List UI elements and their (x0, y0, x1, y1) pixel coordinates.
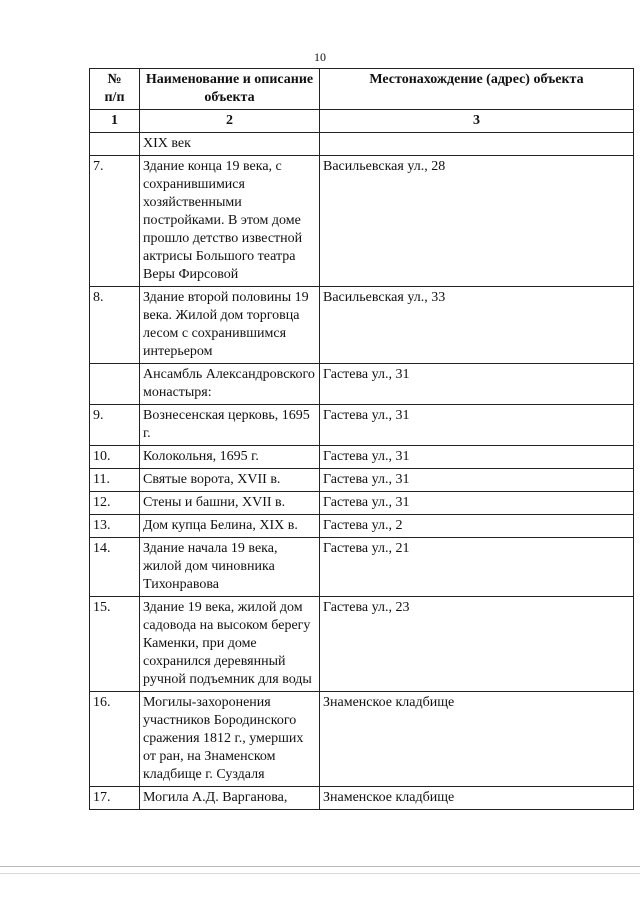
row-number: 7. (90, 156, 140, 287)
row-number: 15. (90, 597, 140, 692)
object-name: Здание второй половины 19 века. Жилой дом торговца лесом с сохранившимся интерьером (140, 287, 320, 364)
header-name-line1: Наименование и описание (145, 72, 314, 87)
object-address: Гастева ул., 31 (320, 446, 634, 469)
row-number (90, 133, 140, 156)
column-number-1: 1 (90, 110, 140, 133)
object-name: Здание начала 19 века, жилой дом чиновника Тихонравова (140, 538, 320, 597)
table-row (90, 597, 634, 692)
object-address: Знаменское кладбище (320, 787, 634, 810)
object-address: Гастева ул., 2 (320, 515, 634, 538)
column-number-row (90, 110, 634, 133)
row-number: 16. (90, 692, 140, 787)
object-name: Могила А.Д. Варганова, (140, 787, 320, 810)
row-number: 10. (90, 446, 140, 469)
object-name: Колокольня, 1695 г. (140, 446, 320, 469)
row-number: 17. (90, 787, 140, 810)
table-row (90, 364, 634, 405)
table-row (90, 492, 634, 515)
object-name: Могилы-захоронения участников Бородинского сражения 1812 г., умерших от ран, на Знаменском кладбище г. Суздаля (140, 692, 320, 787)
table-row (90, 538, 634, 597)
table-row (90, 515, 634, 538)
header-num (90, 69, 140, 110)
monuments-table (89, 68, 634, 810)
header-num-line1: № (107, 72, 122, 87)
table-row (90, 287, 634, 364)
object-name: Дом купца Белина, XIX в. (140, 515, 320, 538)
object-address: Знаменское кладбище (320, 692, 634, 787)
table-header-row (90, 69, 634, 110)
row-number: 14. (90, 538, 140, 597)
object-address: Гастева ул., 21 (320, 538, 634, 597)
row-number (90, 364, 140, 405)
object-name: XIX век (140, 133, 320, 156)
header-name (140, 69, 320, 110)
object-address: Васильевская ул., 33 (320, 287, 634, 364)
table-row (90, 133, 634, 156)
object-name: Стены и башни, XVII в. (140, 492, 320, 515)
table-row (90, 405, 634, 446)
row-number: 9. (90, 405, 140, 446)
object-address: Гастева ул., 31 (320, 364, 634, 405)
object-address: Гастева ул., 31 (320, 492, 634, 515)
header-num-line2: п/п (104, 90, 125, 105)
row-number: 13. (90, 515, 140, 538)
object-name: Ансамбль Александровского монастыря: (140, 364, 320, 405)
object-address: Гастева ул., 31 (320, 469, 634, 492)
object-address (320, 133, 634, 156)
object-name: Святые ворота, XVII в. (140, 469, 320, 492)
table-row (90, 469, 634, 492)
scan-artifact-line (0, 866, 640, 867)
object-name: Вознесенская церковь, 1695 г. (140, 405, 320, 446)
column-number-3: 3 (320, 110, 634, 133)
table-row (90, 156, 634, 287)
column-number-2: 2 (140, 110, 320, 133)
row-number: 12. (90, 492, 140, 515)
page-number: 10 (314, 50, 326, 64)
object-name: Здание конца 19 века, с сохранившимися хозяйственными постройками. В этом доме прошло детство известной актрисы Большого театра Веры Фирсовой (140, 156, 320, 287)
header-name-line2: объекта (204, 90, 255, 105)
object-address: Васильевская ул., 28 (320, 156, 634, 287)
row-number: 8. (90, 287, 140, 364)
row-number: 11. (90, 469, 140, 492)
object-address: Гастева ул., 23 (320, 597, 634, 692)
header-address: Местонахождение (адрес) объекта (320, 69, 634, 110)
object-name: Здание 19 века, жилой дом садовода на высоком берегу Каменки, при доме сохранился деревянный ручной подъемник для воды (140, 597, 320, 692)
table-row (90, 787, 634, 810)
object-address: Гастева ул., 31 (320, 405, 634, 446)
table-row (90, 446, 634, 469)
scan-artifact-line (0, 873, 640, 874)
table-row (90, 692, 634, 787)
